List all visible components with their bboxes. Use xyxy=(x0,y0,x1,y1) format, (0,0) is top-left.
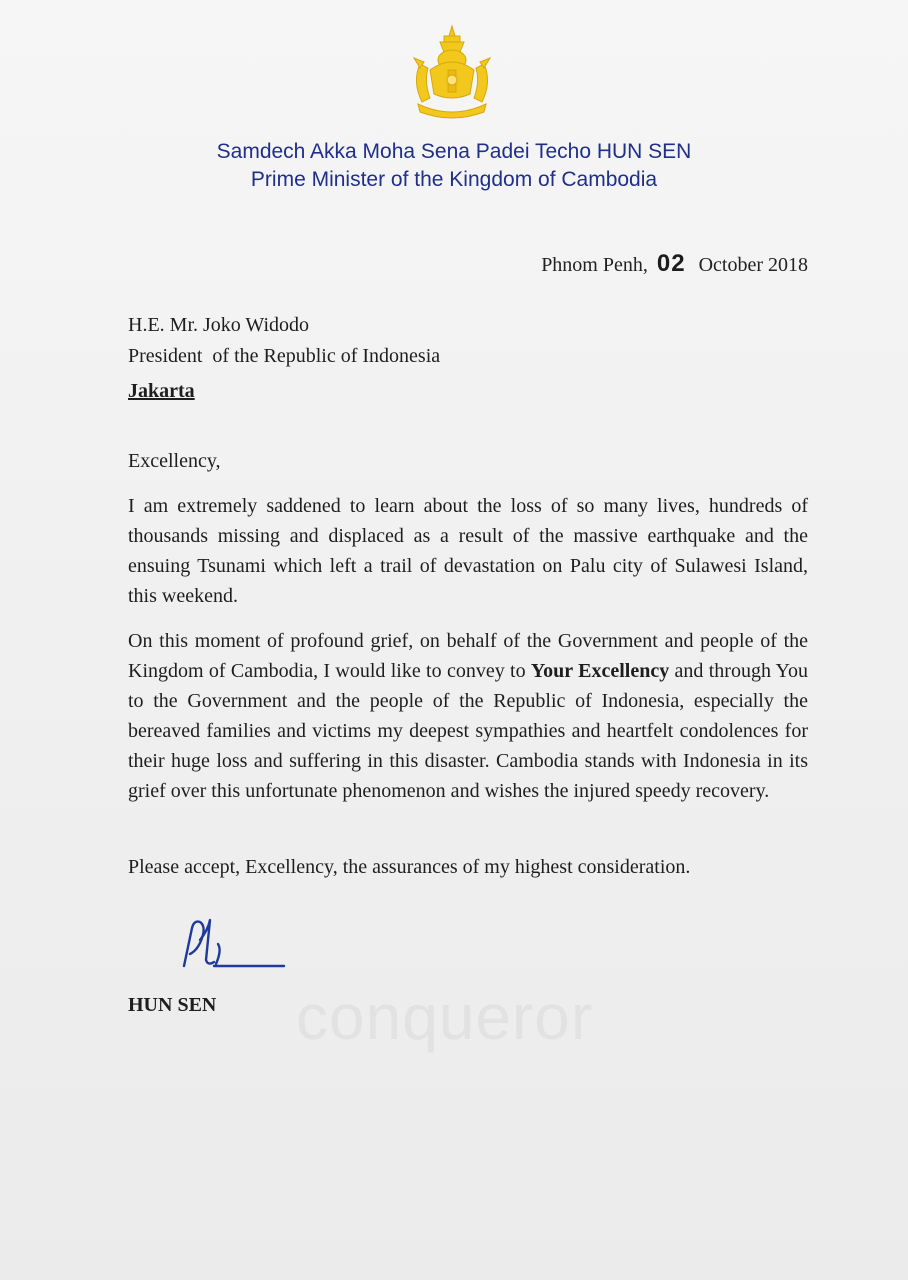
body-paragraph-1: I am extremely saddened to learn about the loss of so many lives, hundreds of thousands missing and displaced as a result of the massive earthquake and the ensuing Tsunami which left a trail of devastation on Palu city of Sulawesi Island, this weekend. xyxy=(128,495,808,607)
letterhead-name: Samdech Akka Moha Sena Padei Techo HUN SEN xyxy=(216,140,692,163)
addressee-title: President of the Republic of Indonesia xyxy=(128,345,441,367)
salutation: Excellency, xyxy=(128,450,221,472)
signer-name: HUN SEN xyxy=(128,994,217,1016)
dateline-month-year: October 2018 xyxy=(698,254,808,276)
addressee-block xyxy=(128,310,440,372)
paragraph-2-before: On this moment of profound grief, on behalf of the Government and people of the Kingdom of Cambodia, I would like to convey to xyxy=(128,630,808,682)
body-paragraph-2 xyxy=(128,626,808,806)
signature-icon xyxy=(178,910,290,980)
dateline-day: 02 xyxy=(656,250,686,277)
royal-crest-icon xyxy=(400,24,504,124)
paragraph-2-bold: Your Excellency xyxy=(530,660,670,682)
letterhead xyxy=(0,138,908,194)
paper-watermark: conqueror xyxy=(296,981,594,1053)
paragraph-2-after: and through You to the Government and the people of the Republic of Indonesia, especially the bereaved families and victims my deepest sympathies and heartfelt condolences for their huge loss and suffering in this disaster. Cambodia stands with Indonesia in its grief over this unfortunate phenomenon and wishes the injured speedy recovery. xyxy=(128,660,808,802)
dateline-place: Phnom Penh, xyxy=(541,254,648,276)
addressee-name: H.E. Mr. Joko Widodo xyxy=(128,314,310,336)
closing-paragraph: Please accept, Excellency, the assurances of my highest consideration. xyxy=(128,856,691,878)
dateline xyxy=(541,250,808,278)
letterhead-title: Prime Minister of the Kingdom of Cambodia xyxy=(250,168,658,191)
addressee-city: Jakarta xyxy=(128,380,195,402)
